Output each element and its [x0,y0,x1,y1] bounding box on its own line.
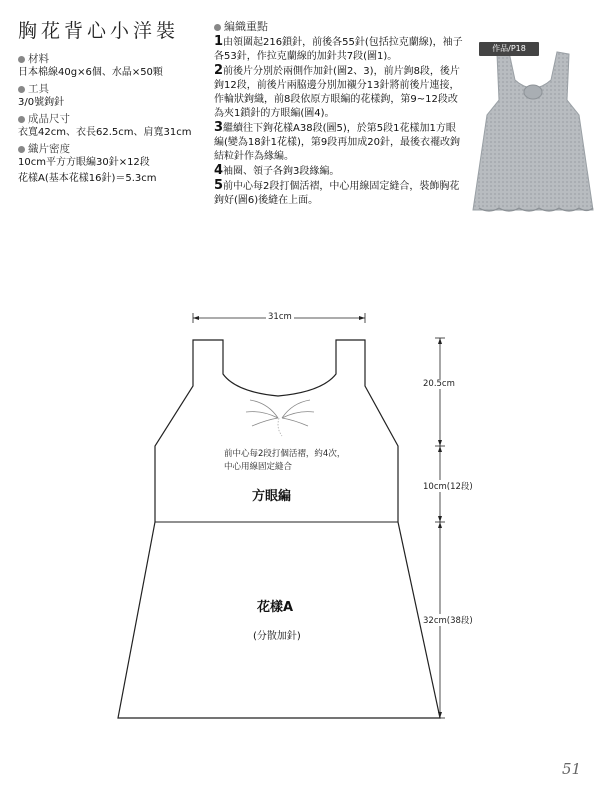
arrow-up-icon [438,338,442,344]
pleat-note-line-1: 前中心每2段打個活褶，約4次， [224,449,346,459]
step-number: 2 [214,63,224,78]
arrow-down-icon [438,440,442,446]
pattern-title: 胸花背心小洋裝 [18,20,180,42]
tools-text: 3/0號鉤針 [18,97,65,108]
center-pleats [246,400,314,426]
gauge-line-2: 花樣A(基本花樣16針)＝5.3cm [18,173,157,184]
dress-outline [118,340,440,718]
size-heading-text: 成品尺寸 [28,113,70,125]
lower-stitch-sublabel: (分散加針) [253,631,301,642]
step-number: 4 [214,163,224,178]
arrow-up-icon [438,446,442,452]
step-text: 袖圈、領子各鉤3段緣編。 [223,166,340,177]
arrow-up-icon [438,522,442,528]
arrow-down-icon [438,516,442,522]
step-text: 繼續往下鉤花樣A38段(圖5)，於第5段1花樣加1方眼編(變為18針1花樣)，第9段再加成20針，最後衣襬改鉤結粒針作為緣編。 [214,123,460,162]
tools-heading-text: 工具 [28,83,49,95]
height-label-top: 20.5cm [423,379,455,389]
lower-stitch-label: 花樣A [257,600,294,615]
key-points-heading-text: 編織重點 [224,20,268,33]
center-stitch [278,418,282,436]
size-text: 衣寬42cm、衣長62.5cm、肩寬31cm [18,127,192,138]
step-number: 3 [214,120,224,135]
arrow-left-icon [193,316,199,320]
step-text: 由領圍起216鎖針，前後各55針(包括拉克蘭線)，袖子各53針，作拉克蘭線的加針共7段(圖1)。 [214,37,463,62]
page-number: 51 [562,760,582,778]
step-number: 1 [214,34,224,49]
height-label-bottom: 32cm(38段) [423,616,473,626]
step-text: 前中心每2段打個活褶，中心用線固定縫合，裝飾胸花鉤好(圖6)後縫在上面。 [214,181,460,206]
width-label: 31cm [268,312,292,322]
materials-text: 日本棉線40g×6個、水晶×50顆 [18,67,163,78]
upper-stitch-label: 方眼編 [252,489,292,504]
step-text: 前後片分別於兩側作加針(圖2、3)，前片鉤8段，後片鉤12段，前後片兩脇邊分別加襯分13針將前後片連接，作輪狀鉤織，前8段依原方眼編的花樣鉤，第9~12段改為夾1鎖針的方眼編(圖4)。 [214,66,460,119]
photo-label: 作品/P18 [479,42,539,56]
arrow-right-icon [359,316,365,320]
gauge-line-1: 10cm平方方眼編30針×12段 [18,157,150,168]
gauge-heading-text: 織片密度 [28,143,70,155]
arrow-down-icon [438,712,442,718]
materials-heading-text: 材料 [28,53,49,65]
height-label-mid: 10cm(12段) [423,482,473,492]
pleat-note-line-2: 中心用線固定縫合 [224,462,293,472]
step-number: 5 [214,178,224,193]
